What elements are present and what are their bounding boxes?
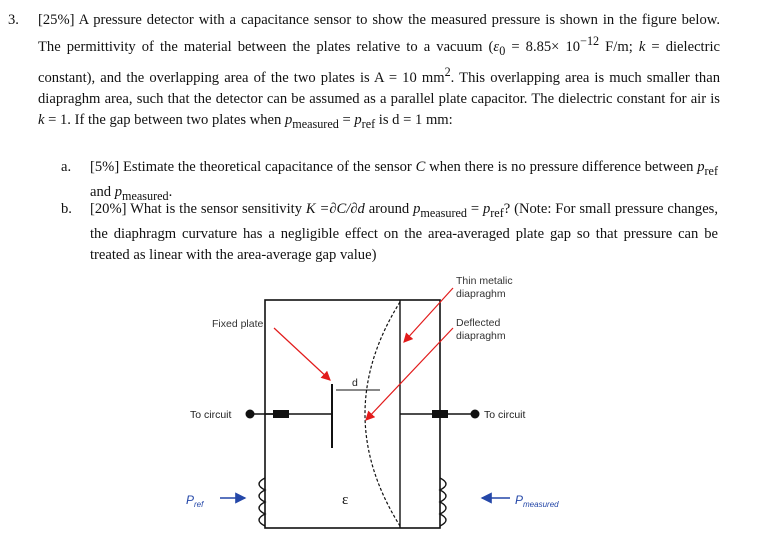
right-bellows <box>440 478 446 526</box>
right-terminal <box>471 410 480 419</box>
deflected-label-1: Deflected <box>456 317 501 329</box>
k-definition: = dielectric constant), and the overlapping area of the two plates is A = 10 mm <box>38 38 720 86</box>
thin-diaphragm-arrow <box>404 288 453 342</box>
part-b-eq: = <box>466 201 483 217</box>
pmeasured-label: $P_{measured}$ <box>515 493 559 509</box>
epsilon-value: = 8.85× 10 <box>505 38 581 55</box>
part-b-text-2: around <box>364 201 414 217</box>
part-b <box>61 199 719 266</box>
circuit-left-label: To circuit <box>190 409 232 421</box>
fixed-plate-arrow <box>274 328 330 380</box>
gap-label: d <box>352 377 358 389</box>
k-air-symbol: k <box>38 111 45 128</box>
part-b-weight: [20%] <box>90 201 127 217</box>
part-a-and: and <box>90 183 115 200</box>
c-symbol: C <box>415 159 426 175</box>
question-3 <box>8 10 720 135</box>
gap-text: is d = 1 mm: <box>375 111 453 128</box>
p-measured-symbol: p <box>284 111 293 128</box>
k-air-value: = 1. If the gap between two plates when <box>44 111 285 128</box>
part-a-end: . <box>168 183 173 200</box>
left-feedthrough <box>273 410 289 418</box>
p-measured-subscript: measured <box>292 116 339 131</box>
p-ref-symbol: p <box>354 111 362 128</box>
part-b-pmeas-sub: measured <box>420 205 467 220</box>
pref-label: $P_{ref}$ <box>186 493 204 509</box>
epsilon-symbol: ε <box>493 38 500 55</box>
intro-text-2: . This overlapping area is much smaller than diapraghm area, such that the detector can be assumed as a parallel plate capacitor. The dielectric constant for air is <box>38 69 720 107</box>
thin-diaphragm-label-1: Thin metalic <box>456 275 513 287</box>
epsilon-subscript: 0 <box>499 43 506 58</box>
p-ref-subscript: ref <box>361 116 376 131</box>
deflected-label-2: diapraghm <box>456 330 506 342</box>
part-b-pref: p <box>482 201 491 217</box>
part-b-pmeas: p <box>413 201 421 217</box>
sensor-diagram <box>170 272 590 552</box>
equals-sign: = <box>338 111 355 128</box>
deflected-diaphragm <box>365 302 400 526</box>
question-text <box>38 10 720 135</box>
right-feedthrough <box>432 410 448 418</box>
intro-text-1: A pressure detector with a capacitance sensor to show the measured pressure is shown in the figure below. The permittivity of the material between the plates relative to a vacuum ( <box>38 12 721 55</box>
left-terminal <box>246 410 255 419</box>
epsilon-label: ε <box>342 492 349 508</box>
fixed-plate-label: Fixed plate <box>212 318 264 330</box>
part-a-pmeas: p <box>114 183 123 200</box>
question-number: 3. <box>8 12 19 28</box>
area-exponent: 2 <box>444 64 451 79</box>
part-a-label: a. <box>61 159 72 175</box>
sensitivity-symbol: K <box>305 201 316 217</box>
part-a-pref: p <box>697 159 705 175</box>
thin-diaphragm-label-2: diapraghm <box>456 288 506 300</box>
epsilon-exponent: −12 <box>580 34 600 48</box>
k-symbol: k <box>638 38 646 55</box>
part-a-pmeas-sub: measured <box>122 188 169 203</box>
circuit-right-label: To circuit <box>484 409 526 421</box>
part-a-weight: [5%] <box>90 159 120 175</box>
part-a-pref-sub: ref <box>704 163 718 178</box>
part-a-text-2: when there is no pressure difference between <box>425 159 698 175</box>
left-bellows <box>259 478 265 526</box>
question-weight: [25%] <box>38 12 75 28</box>
derivative-expression: =∂C/∂d <box>315 201 365 217</box>
part-b-pref-sub: ref <box>490 205 504 220</box>
part-a-text-1: Estimate the theoretical capacitance of the sensor <box>119 159 416 175</box>
part-b-text-1: What is the sensor sensitivity <box>126 201 306 217</box>
part-b-label: b. <box>61 201 72 217</box>
epsilon-units: F/m; <box>599 38 639 55</box>
part-b-text-3: ? (Note: For small pressure changes, the diaphragm curvature has a negligible effect on the area-averaged plate gap so that pressure can be treated as linear with the area-average gap value) <box>90 201 719 263</box>
